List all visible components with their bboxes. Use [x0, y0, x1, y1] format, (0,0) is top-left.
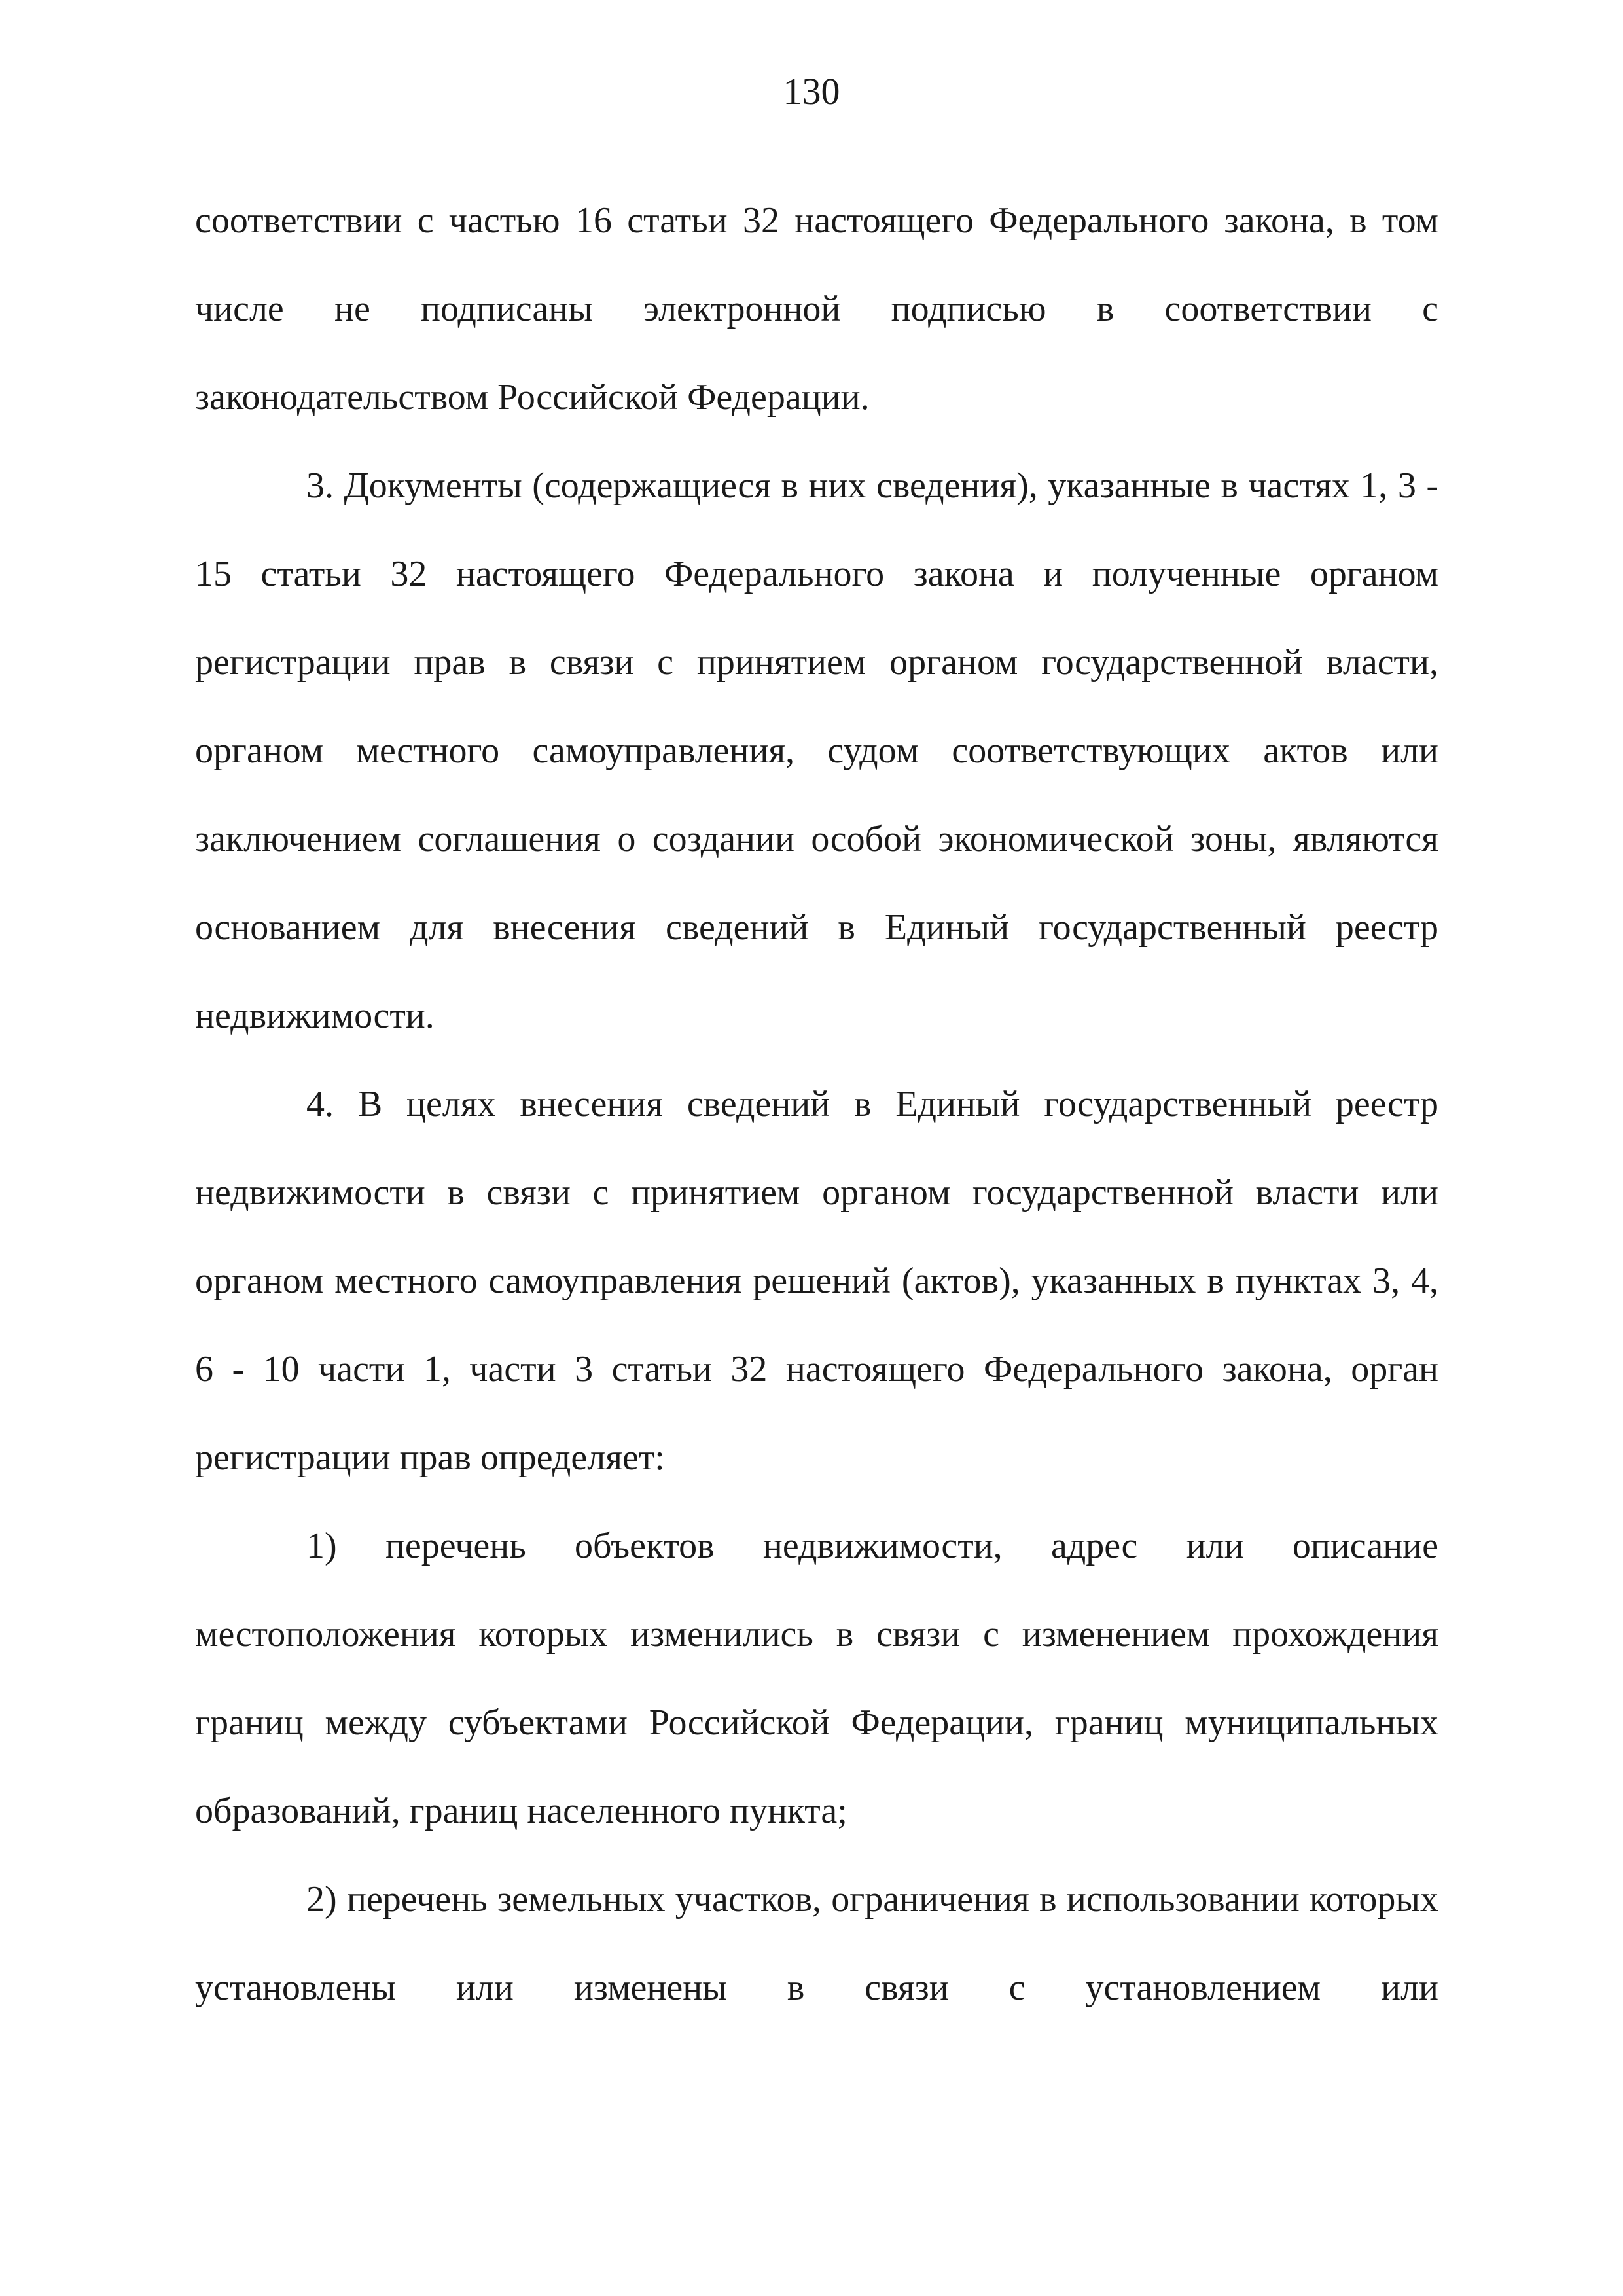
subitem-2: 2) перечень земельных участков, ограничения в использовании которых установлены или изменены в связи с установлением или — [195, 1879, 1438, 2008]
page-number: 130 — [783, 70, 840, 113]
paragraph-item-4: 4. В целях внесения сведений в Единый государственный реестр недвижимости в связи с принятием органом государственной власти или органом местного самоуправления решений (актов), указанных в пунктах 3, 4, 6 - 10 части 1, части 3 статьи 32 настоящего Федерального закона, орган регистрации прав определяет: — [195, 1084, 1438, 1478]
subitem-1: 1) перечень объектов недвижимости, адрес или описание местоположения которых изменились в связи с изменением прохождения границ между субъектами Российской Федерации, границ муниципальных образований, границ населенного пункта; — [195, 1526, 1438, 1831]
document-body — [195, 177, 1438, 2032]
paragraph-item-3: 3. Документы (содержащиеся в них сведения), указанные в частях 1, 3 - 15 статьи 32 настоящего Федерального закона и полученные органом регистрации прав в связи с принятием органом государственной власти, органом местного самоуправления, судом соответствующих актов или заключением соглашения о создании особой экономической зоны, являются основанием для внесения сведений в Единый государственный реестр недвижимости. — [195, 465, 1438, 1036]
paragraph-continuation: соответствии с частью 16 статьи 32 настоящего Федерального закона, в том числе не подписаны электронной подписью в соответствии с законодательством Российской Федерации. — [195, 200, 1438, 418]
